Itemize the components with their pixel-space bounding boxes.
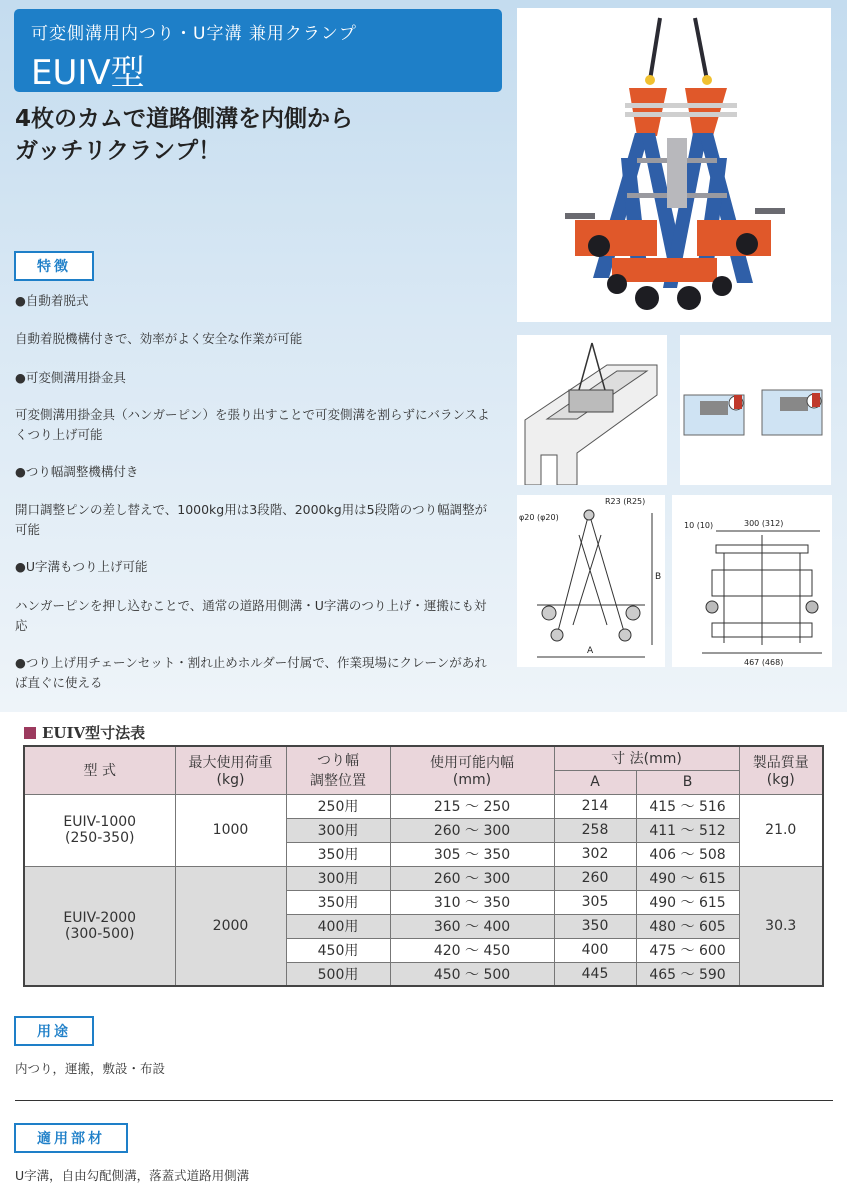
a-cell: 445 bbox=[554, 962, 636, 986]
dim-a-label: A bbox=[587, 646, 594, 656]
feature-5-title: ●つり上げ用チェーンセット・割れ止めホルダー付属で、作業現場にクレーンがあれば直ぐに使える bbox=[15, 655, 487, 690]
position-cell: 400用 bbox=[286, 914, 390, 938]
feature-3-body: 開口調整ピンの差し替えで、1000kg用は3段階、2000kg用は5段階のつり幅調整が可能 bbox=[15, 502, 488, 537]
position-cell: 500用 bbox=[286, 962, 390, 986]
front-dimension-drawing bbox=[517, 495, 665, 667]
feature-2-title: ●可変側溝用掛金具 bbox=[15, 370, 126, 385]
header-dims: 寸 法(mm) bbox=[554, 746, 739, 770]
left-dim-label: 10 (10) bbox=[684, 521, 714, 530]
page-subtitle: 可変側溝用内つり・U字溝 兼用クランプ bbox=[31, 24, 357, 44]
width-cell: 310 ～ 350 bbox=[390, 890, 554, 914]
header-model: 型 式 bbox=[24, 746, 175, 794]
b-cell: 415 ～ 516 bbox=[636, 794, 739, 818]
parts-tag: 適用部材 bbox=[14, 1123, 128, 1153]
feature-2-body: 可変側溝用掛金具（ハンガーピン）を張り出すことで可変側溝を割らずにバランスよくつり上げ可能 bbox=[15, 407, 490, 442]
table-heading-text: EUIV型寸法表 bbox=[42, 724, 146, 742]
width-cell: 305 ～ 350 bbox=[390, 842, 554, 866]
b-cell: 411 ～ 512 bbox=[636, 818, 739, 842]
mass-cell: 30.3 bbox=[739, 866, 823, 986]
feature-1-title: ●自動着脱式 bbox=[15, 293, 89, 308]
position-cell: 350用 bbox=[286, 842, 390, 866]
feature-4-title: ●U字溝もつり上げ可能 bbox=[15, 559, 148, 574]
a-cell: 305 bbox=[554, 890, 636, 914]
feature-4-body: ハンガーピンを押し込むことで、通常の道路用側溝・U字溝のつり上げ・運搬にも対応 bbox=[15, 598, 487, 633]
trench-lift-illustration bbox=[517, 335, 667, 485]
b-cell: 490 ～ 615 bbox=[636, 866, 739, 890]
radius-label: R23 (R25) bbox=[605, 497, 646, 506]
position-cell: 250用 bbox=[286, 794, 390, 818]
hole-label: φ20 (φ20) bbox=[519, 513, 559, 522]
uses-tag: 用途 bbox=[14, 1016, 94, 1046]
parts-text: U字溝，自由勾配側溝，落蓋式道路用側溝 bbox=[15, 1168, 250, 1183]
title-banner bbox=[14, 9, 502, 92]
a-cell: 260 bbox=[554, 866, 636, 890]
load-cell: 2000 bbox=[175, 866, 286, 986]
header-b: B bbox=[636, 770, 739, 794]
bottom-dim-label: 467 (468) bbox=[744, 658, 784, 667]
width-cell: 215 ～ 250 bbox=[390, 794, 554, 818]
table-heading bbox=[24, 722, 145, 743]
b-cell: 406 ～ 508 bbox=[636, 842, 739, 866]
b-cell: 480 ～ 605 bbox=[636, 914, 739, 938]
model-cell: EUIV-2000 (300-500) bbox=[24, 866, 175, 986]
position-cell: 450用 bbox=[286, 938, 390, 962]
a-cell: 400 bbox=[554, 938, 636, 962]
top-dim-label: 300 (312) bbox=[744, 519, 784, 528]
side-dimension-drawing bbox=[672, 495, 832, 667]
header-position: つり幅 調整位置 bbox=[286, 746, 390, 794]
headline-line-1: 4枚のカムで道路側溝を内側から bbox=[15, 106, 354, 132]
width-cell: 450 ～ 500 bbox=[390, 962, 554, 986]
b-cell: 475 ～ 600 bbox=[636, 938, 739, 962]
features-tag: 特徴 bbox=[14, 251, 94, 281]
headline-line-2: ガッチリクランプ！ bbox=[15, 138, 222, 164]
headline bbox=[15, 103, 495, 167]
width-cell: 360 ～ 400 bbox=[390, 914, 554, 938]
position-cell: 300用 bbox=[286, 818, 390, 842]
width-cell: 420 ～ 450 bbox=[390, 938, 554, 962]
hanger-pin-illustration bbox=[680, 335, 831, 485]
width-cell: 260 ～ 300 bbox=[390, 818, 554, 842]
header-a: A bbox=[554, 770, 636, 794]
uses-text: 内つり，運搬，敷設・布設 bbox=[15, 1061, 166, 1076]
feature-3-title: ●つり幅調整機構付き bbox=[15, 464, 139, 479]
load-cell: 1000 bbox=[175, 794, 286, 866]
page-title: EUIV型 bbox=[31, 53, 145, 93]
width-cell: 260 ～ 300 bbox=[390, 866, 554, 890]
header-mass: 製品質量 (kg) bbox=[739, 746, 823, 794]
a-cell: 302 bbox=[554, 842, 636, 866]
position-cell: 300用 bbox=[286, 866, 390, 890]
clamp-product-photo bbox=[517, 8, 831, 322]
a-cell: 258 bbox=[554, 818, 636, 842]
a-cell: 214 bbox=[554, 794, 636, 818]
dimension-table bbox=[23, 745, 824, 987]
header-width: 使用可能内幅 (mm) bbox=[390, 746, 554, 794]
b-cell: 465 ～ 590 bbox=[636, 962, 739, 986]
dim-b-label: B bbox=[655, 572, 662, 582]
position-cell: 350用 bbox=[286, 890, 390, 914]
feature-1-body: 自動着脱機構付きで、効率がよく安全な作業が可能 bbox=[15, 331, 303, 346]
a-cell: 350 bbox=[554, 914, 636, 938]
section-divider bbox=[15, 1100, 833, 1101]
heading-square-icon bbox=[24, 727, 36, 739]
model-cell: EUIV-1000 (250-350) bbox=[24, 794, 175, 866]
header-load: 最大使用荷重 (kg) bbox=[175, 746, 286, 794]
mass-cell: 21.0 bbox=[739, 794, 823, 866]
b-cell: 490 ～ 615 bbox=[636, 890, 739, 914]
